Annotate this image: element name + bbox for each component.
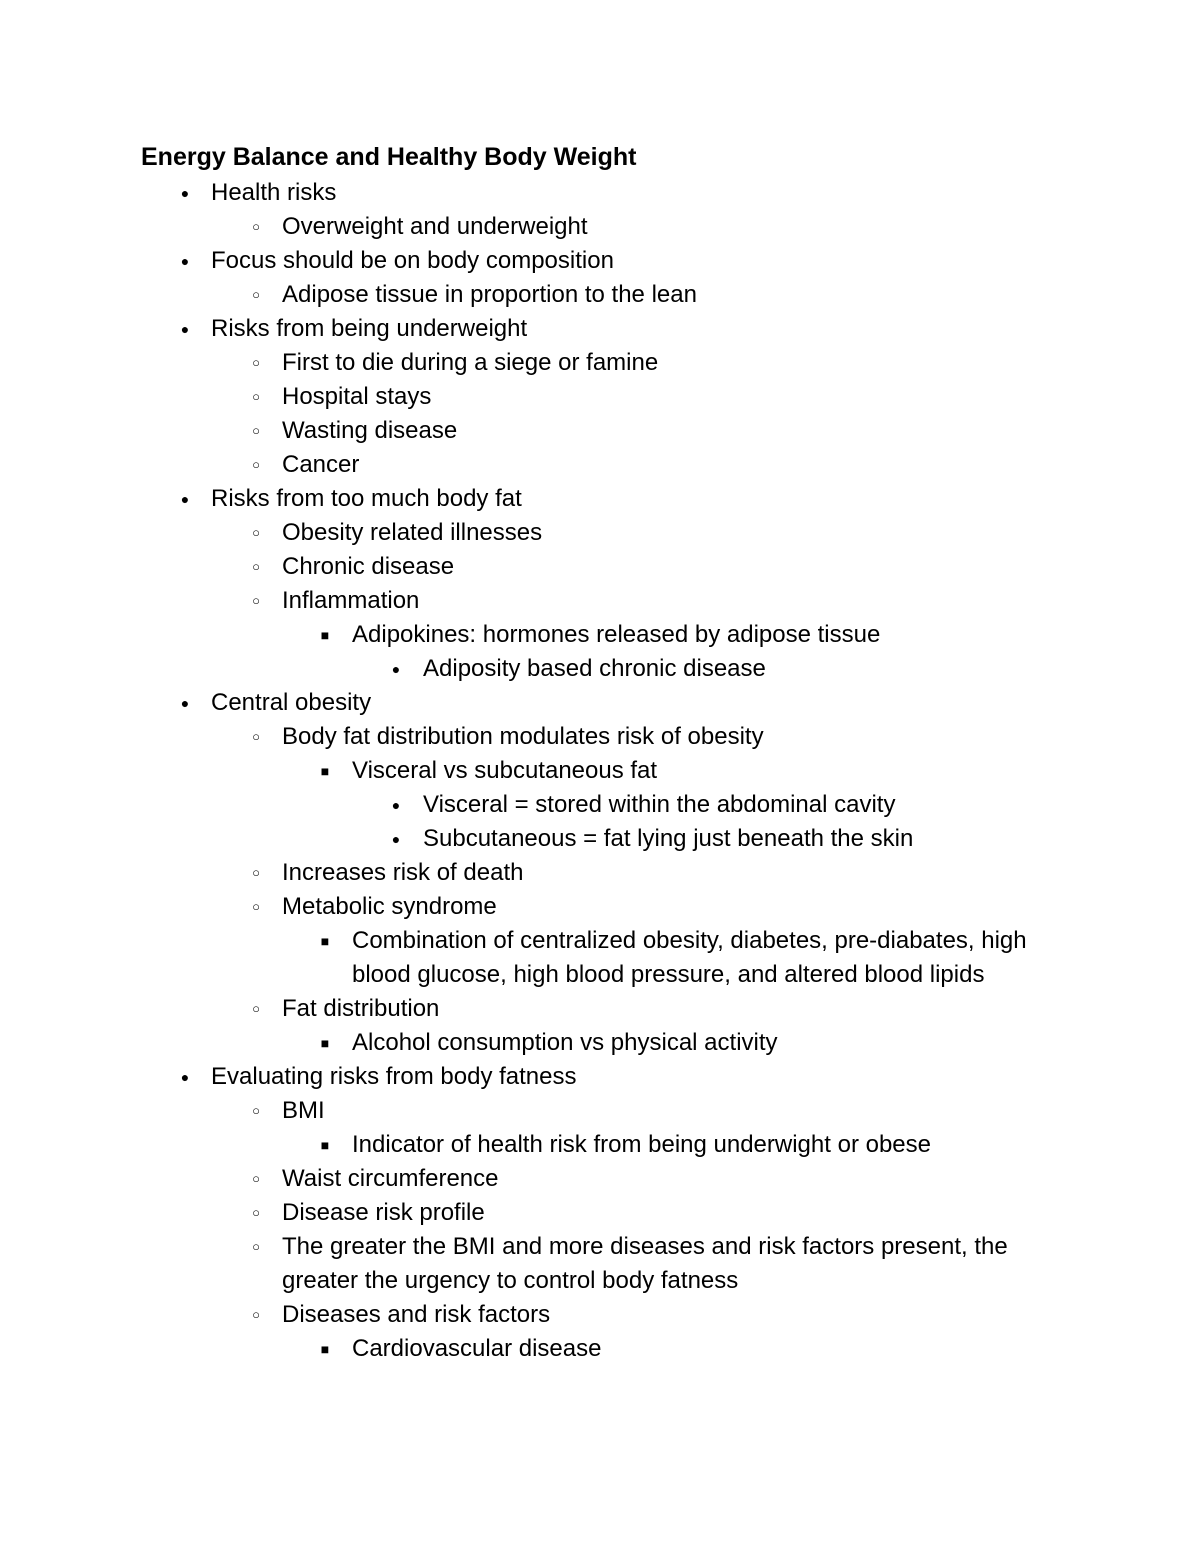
hollow-bullet-icon: ○: [252, 423, 260, 438]
list-item-text: Visceral = stored within the abdominal cavity: [423, 791, 896, 818]
hollow-bullet-icon: ○: [252, 389, 260, 404]
list-item-text: Evaluating risks from body fatness: [211, 1063, 577, 1090]
bullet-icon: ●: [180, 491, 190, 507]
list-item-text: Alcohol consumption vs physical activity: [352, 1029, 778, 1056]
list-item: [0, 890, 1200, 924]
list-item-text: Overweight and underweight: [282, 213, 588, 240]
list-item: [0, 652, 1200, 686]
bullet-icon: ●: [180, 321, 190, 337]
hollow-bullet-icon: ○: [252, 219, 260, 234]
hollow-bullet-icon: ○: [252, 1307, 260, 1322]
list-item-text: Combination of centralized obesity, diabetes, pre-diabates, high blood glucose, high blood pressure, and altered blood lipids: [352, 927, 1027, 988]
bullet-icon: ●: [391, 661, 401, 677]
list-item: [0, 584, 1200, 618]
bullet-icon: ●: [180, 253, 190, 269]
hollow-bullet-icon: ○: [252, 559, 260, 574]
list-item: [0, 618, 1200, 652]
list-item-text: Wasting disease: [282, 417, 458, 444]
bullet-icon: ●: [180, 695, 190, 711]
list-item-text: Adipose tissue in proportion to the lean: [282, 281, 697, 308]
list-item-text: Disease risk profile: [282, 1199, 485, 1226]
list-item: [0, 924, 1200, 992]
list-item: [0, 1298, 1200, 1332]
list-item: [0, 210, 1200, 244]
list-item: [0, 414, 1200, 448]
list-item: [0, 686, 1200, 720]
square-bullet-icon: ■: [320, 933, 330, 949]
list-item-text: Adiposity based chronic disease: [423, 655, 766, 682]
list-item: [0, 516, 1200, 550]
square-bullet-icon: ■: [320, 1341, 330, 1357]
list-item: [0, 992, 1200, 1026]
list-item: [0, 346, 1200, 380]
hollow-bullet-icon: ○: [252, 1103, 260, 1118]
list-item-text: BMI: [282, 1097, 325, 1124]
list-item-text: Increases risk of death: [282, 859, 524, 886]
list-item-text: Hospital stays: [282, 383, 432, 410]
list-item: [0, 380, 1200, 414]
list-item: [0, 1060, 1200, 1094]
list-item-text: Health risks: [211, 179, 337, 206]
list-item-text: Metabolic syndrome: [282, 893, 497, 920]
list-item: [0, 1332, 1200, 1366]
list-item-text: Indicator of health risk from being underwight or obese: [352, 1131, 931, 1158]
list-item: [0, 1162, 1200, 1196]
hollow-bullet-icon: ○: [252, 457, 260, 472]
list-item: [0, 1196, 1200, 1230]
list-item-text: Central obesity: [211, 689, 372, 716]
list-item: [0, 482, 1200, 516]
list-item: [0, 448, 1200, 482]
hollow-bullet-icon: ○: [252, 355, 260, 370]
hollow-bullet-icon: ○: [252, 593, 260, 608]
list-item-text: Subcutaneous = fat lying just beneath the skin: [423, 825, 914, 852]
list-item-text: Focus should be on body composition: [211, 247, 614, 274]
list-item-text: Chronic disease: [282, 553, 455, 580]
hollow-bullet-icon: ○: [252, 1205, 260, 1220]
bullet-icon: ●: [180, 185, 190, 201]
square-bullet-icon: ■: [320, 1035, 330, 1051]
list-item-text: First to die during a siege or famine: [282, 349, 659, 376]
list-item: [0, 1128, 1200, 1162]
square-bullet-icon: ■: [320, 763, 330, 779]
page-title: Energy Balance and Healthy Body Weight: [141, 143, 637, 171]
list-item: [0, 720, 1200, 754]
bullet-icon: ●: [391, 831, 401, 847]
hollow-bullet-icon: ○: [252, 1239, 260, 1254]
list-item: [0, 822, 1200, 856]
list-item: [0, 788, 1200, 822]
list-item: [0, 278, 1200, 312]
list-item-text: Diseases and risk factors: [282, 1301, 551, 1328]
list-item-text: Cardiovascular disease: [352, 1335, 602, 1362]
bullet-icon: ●: [391, 797, 401, 813]
square-bullet-icon: ■: [320, 627, 330, 643]
hollow-bullet-icon: ○: [252, 1001, 260, 1016]
hollow-bullet-icon: ○: [252, 899, 260, 914]
list-item-text: Visceral vs subcutaneous fat: [352, 757, 658, 784]
hollow-bullet-icon: ○: [252, 865, 260, 880]
list-item-text: Fat distribution: [282, 995, 440, 1022]
hollow-bullet-icon: ○: [252, 287, 260, 302]
hollow-bullet-icon: ○: [252, 729, 260, 744]
bullet-icon: ●: [180, 1069, 190, 1085]
list-item-text: Cancer: [282, 451, 360, 478]
list-item-text: Risks from being underweight: [211, 315, 528, 342]
list-item-text: The greater the BMI and more diseases and risk factors present, the greater the urgency to control body fatness: [282, 1233, 1008, 1294]
list-item-text: Inflammation: [282, 587, 420, 614]
list-item: [0, 550, 1200, 584]
list-item-text: Body fat distribution modulates risk of obesity: [282, 723, 764, 750]
list-item-text: Waist circumference: [282, 1165, 499, 1192]
list-item: [0, 1230, 1200, 1298]
hollow-bullet-icon: ○: [252, 1171, 260, 1186]
list-item: [0, 1094, 1200, 1128]
list-item-text: Adipokines: hormones released by adipose tissue: [352, 621, 881, 648]
square-bullet-icon: ■: [320, 1137, 330, 1153]
list-item: [0, 176, 1200, 210]
hollow-bullet-icon: ○: [252, 525, 260, 540]
list-item: [0, 1026, 1200, 1060]
list-item: [0, 754, 1200, 788]
list-item: [0, 856, 1200, 890]
list-item: [0, 244, 1200, 278]
outline-list: [0, 176, 1200, 1366]
list-item-text: Risks from too much body fat: [211, 485, 522, 512]
list-item-text: Obesity related illnesses: [282, 519, 543, 546]
list-item: [0, 312, 1200, 346]
